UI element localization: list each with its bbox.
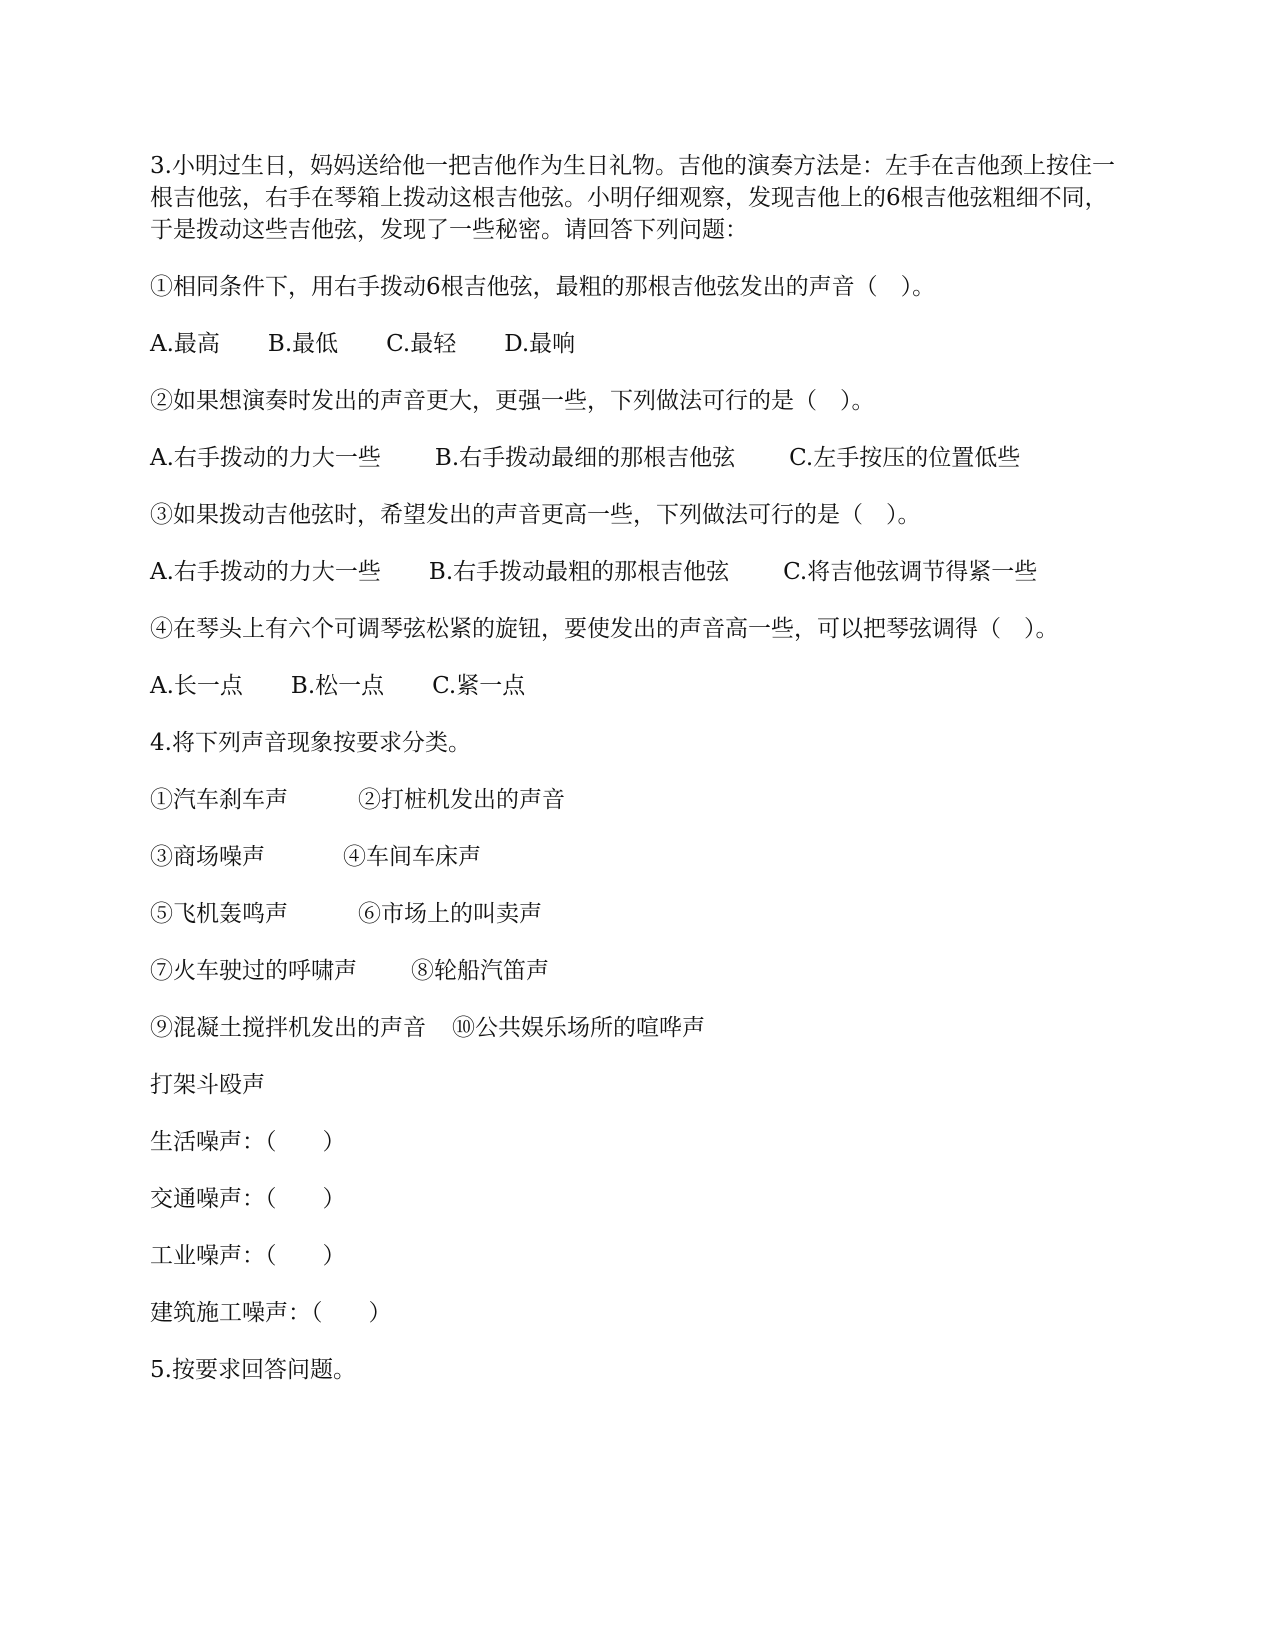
q4-stem: 4.将下列声音现象按要求分类。 (150, 730, 471, 756)
q3-sub4-option-b: B.松一点 (290, 673, 385, 699)
q3-stem: 3.小明过生日，妈妈送给他一把吉他作为生日礼物。吉他的演奏方法是：左手在吉他颈上按住一根吉他弦，右手在琴箱上拨动这根吉他弦。小明仔细观察，发现吉他上的6根吉他弦粗细不同，于是拨动这些吉他弦，发现了一些秘密。请回答下列问题： (150, 153, 1115, 243)
q3-sub1-option-b: B.最低 (267, 331, 339, 357)
q4-category-industrial: 工业噪声：（ ） (150, 1243, 346, 1269)
q3-sub1-question: ①相同条件下，用右手拨动6根吉他弦，最粗的那根吉他弦发出的声音（ ）。 (150, 274, 936, 300)
q3-sub3-option-a: A.右手拨动的力大一些 (150, 559, 381, 585)
q4-item: ⑤飞机轰鸣声 (150, 901, 288, 927)
q4-item: ①汽车刹车声 (150, 787, 288, 813)
q4-items-row (150, 955, 1125, 987)
q4-item: ⑥市场上的叫卖声 (358, 901, 542, 927)
q5-stem: 5.按要求回答问题。 (150, 1357, 356, 1383)
q3-sub1-option-c: C.最轻 (386, 331, 457, 357)
q3-sub3-option-c: C.将吉他弦调节得紧一些 (783, 559, 1038, 585)
q3-sub2-option-a: A.右手拨动的力大一些 (150, 445, 381, 471)
q4-item: ④车间车床声 (343, 844, 481, 870)
q4-item: ⑦火车驶过的呼啸声 (150, 958, 357, 984)
q3-sub3-question: ③如果拨动吉他弦时，希望发出的声音更高一些，下列做法可行的是（ ）。 (150, 502, 921, 528)
q3-sub4-option-c: C.紧一点 (432, 673, 526, 699)
q4-items-row (150, 784, 1125, 816)
q3-sub2-option-b: B.右手拨动最细的那根吉他弦 (434, 445, 736, 471)
q4-item: ③商场噪声 (150, 844, 265, 870)
q4-item: ②打桩机发出的声音 (358, 787, 565, 813)
q3-sub2-options (150, 442, 1125, 474)
q3-sub1-option-d: D.最响 (504, 331, 576, 357)
q4-items-row (150, 898, 1125, 930)
worksheet-page (150, 150, 1125, 1411)
q3-sub4-option-a: A.长一点 (150, 673, 243, 699)
q4-category-traffic: 交通噪声：（ ） (150, 1186, 346, 1212)
q4-item: ⑩公共娱乐场所的喧哗声 (452, 1015, 705, 1041)
q4-category-construction: 建筑施工噪声：（ ） (150, 1300, 392, 1326)
q4-item: ⑨混凝土搅拌机发出的声音 (150, 1015, 426, 1041)
q3-sub3-options (150, 556, 1125, 588)
q4-item: 打架斗殴声 (150, 1072, 265, 1098)
q4-category-life: 生活噪声：（ ） (150, 1129, 346, 1155)
q4-items-row (150, 841, 1125, 873)
q3-sub1-options (150, 328, 1125, 360)
q3-sub2-question: ②如果想演奏时发出的声音更大，更强一些，下列做法可行的是（ ）。 (150, 388, 875, 414)
q3-sub4-question: ④在琴头上有六个可调琴弦松紧的旋钮，要使发出的声音高一些，可以把琴弦调得（ ）。 (150, 616, 1059, 642)
q3-sub2-option-c: C.左手按压的位置低些 (789, 445, 1021, 471)
q3-sub3-option-b: B.右手拨动最粗的那根吉他弦 (428, 559, 730, 585)
q4-item: ⑧轮船汽笛声 (411, 958, 549, 984)
q3-sub4-options (150, 670, 1125, 702)
q4-items-row (150, 1012, 1125, 1044)
q3-sub1-option-a: A.最高 (150, 331, 220, 357)
